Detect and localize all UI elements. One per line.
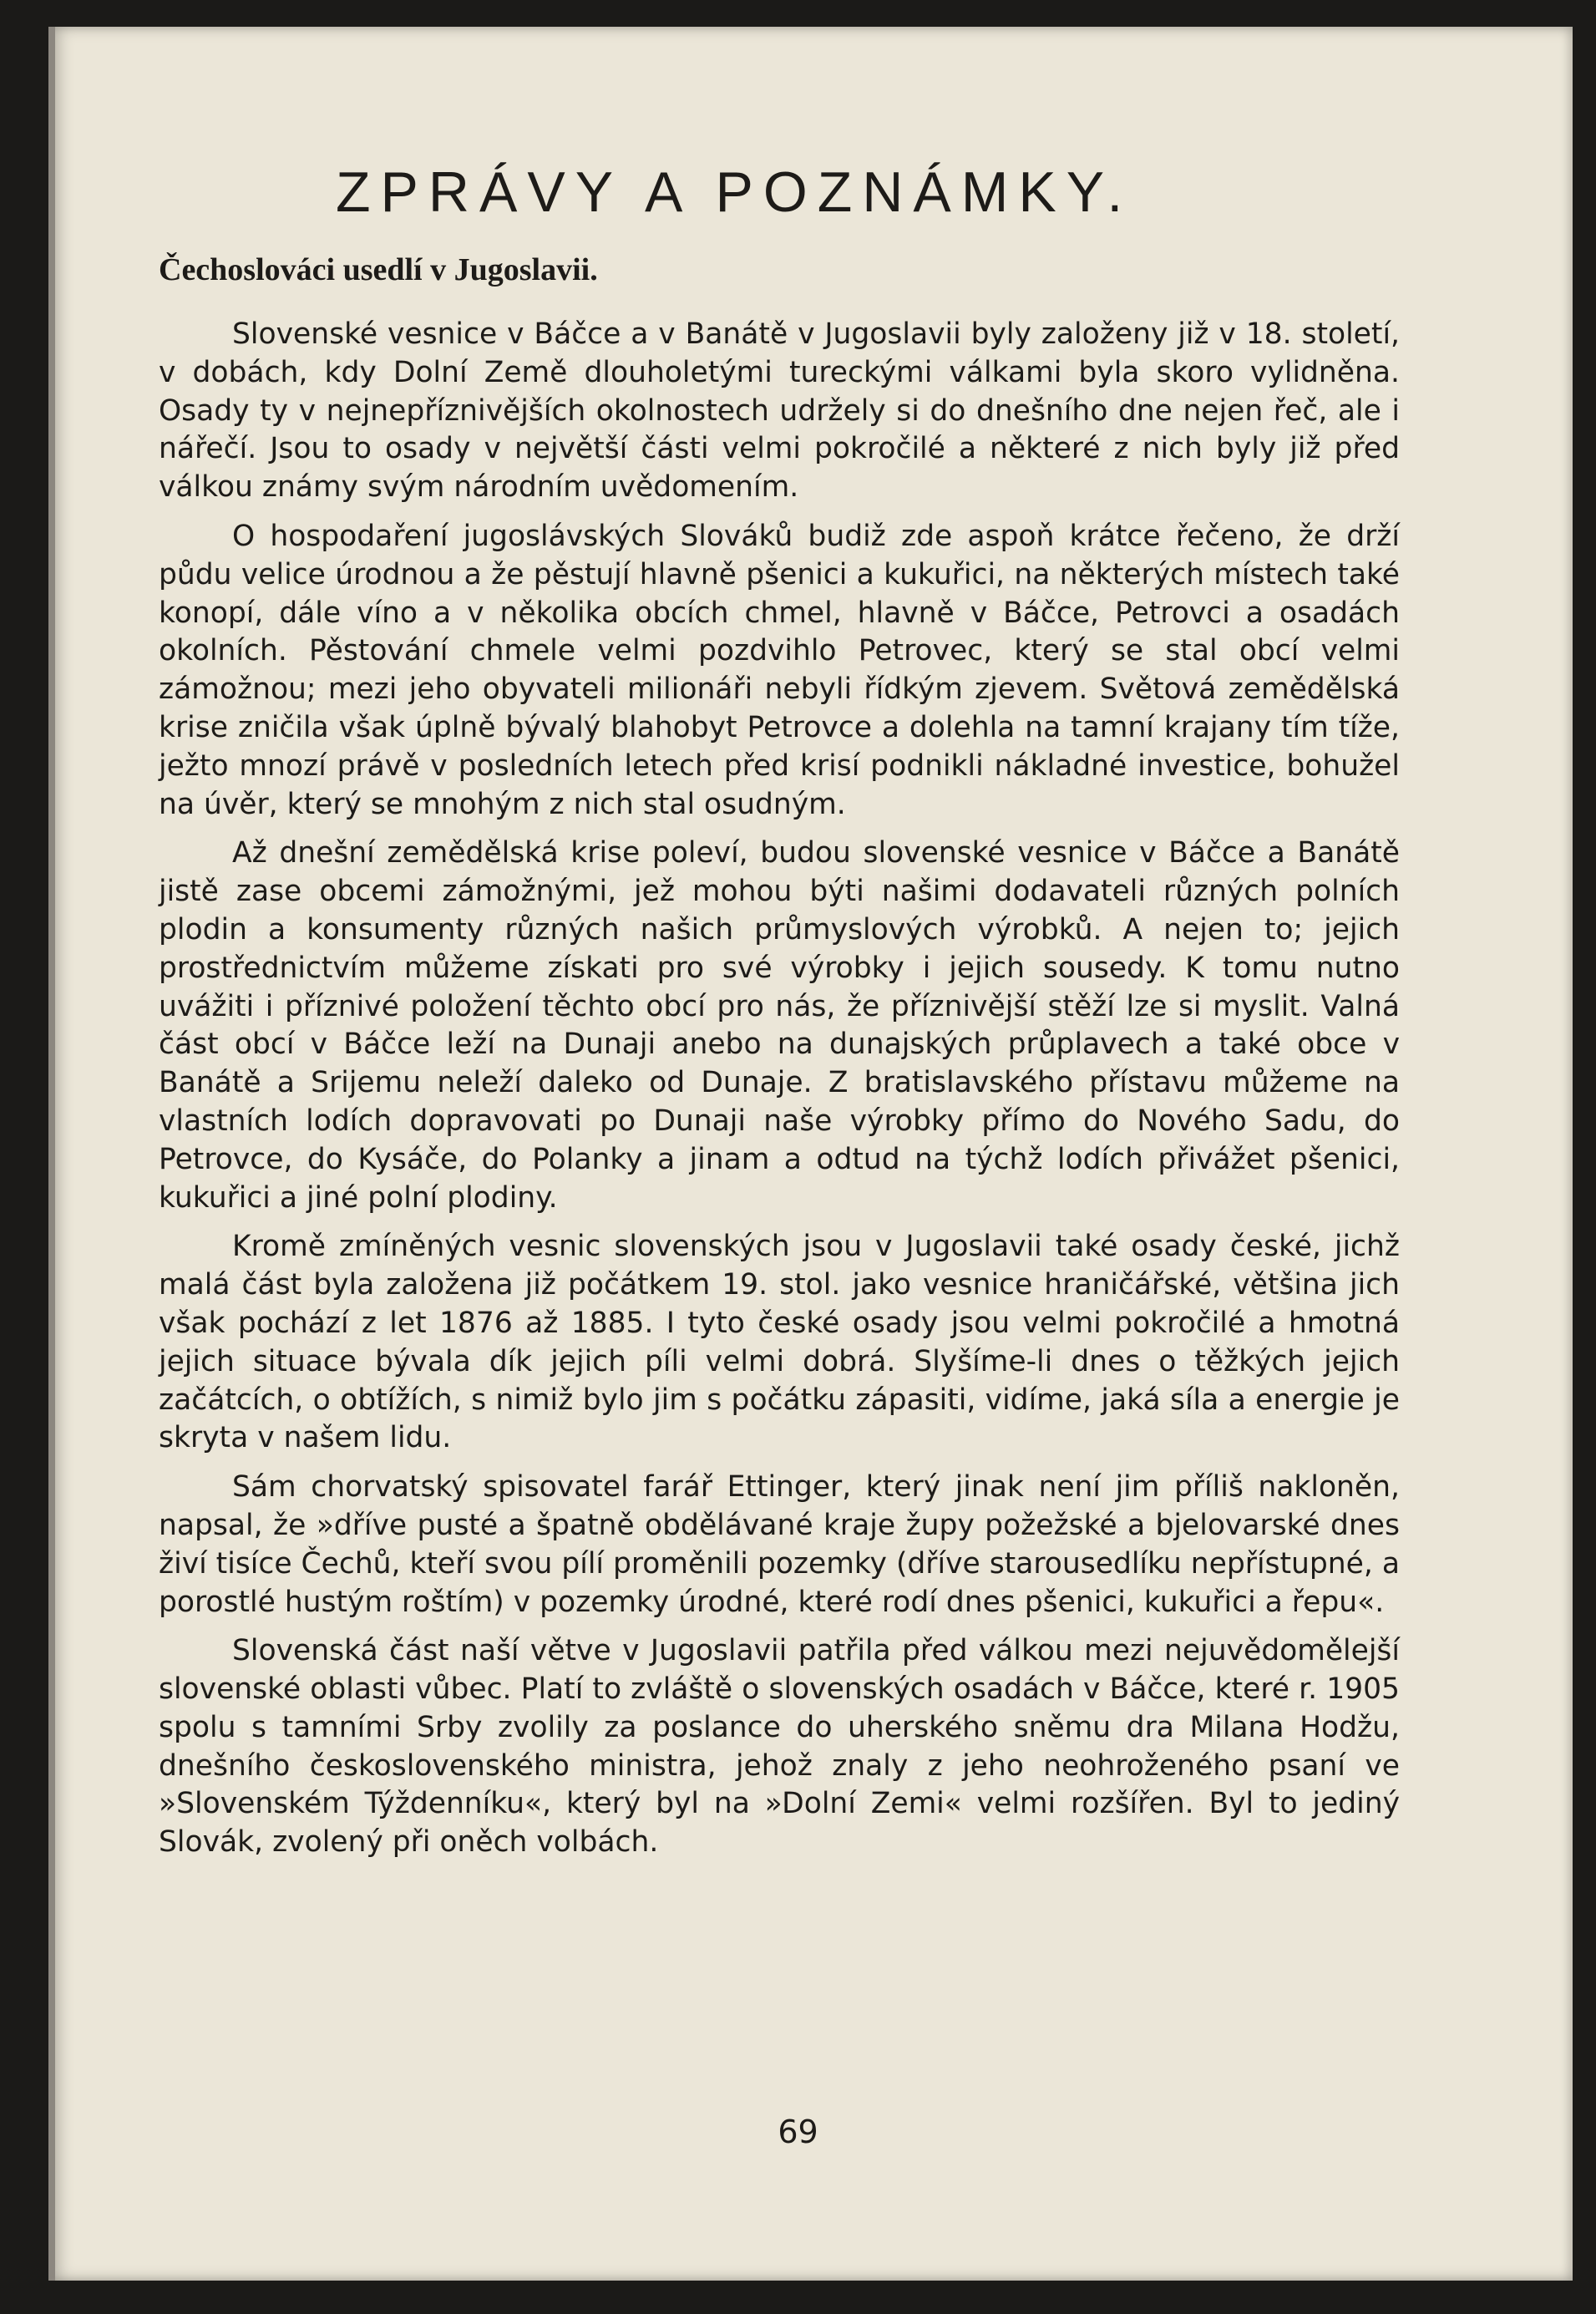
article-paragraph: Až dnešní zemědělská krise poleví, budou slovenské vesnice v Báčce a Banátě jistě zase obcemi zámožnými, jež mohou býti našimi dodavateli různých polních plodin a konsumenty různých našich průmyslových výrobků. A nejen to; jejich prostřednictvím můžeme získati pro své výrobky i jejich sousedy. K tomu nutno uvážiti i příznivé položení těchto obcí pro nás, že příznivější stěží lze si myslit. Valná část obcí v Báčce leží na Dunaji anebo na dunajských průplavech a také obce v Banátě a Srijemu neleží daleko od Dunaje. Z bratislavského přístavu můžeme na vlastních lodích dopravovati po Dunaji naše výrobky přímo do Nového Sadu, do Petrovce, do Kysáče, do Polanky a jinam a odtud na týchž lodích přivážet pšenici, kukuřici a jiné polní plodiny. [159, 836, 1400, 1215]
page-heading: ZPRÁVY A POZNÁMKY. [336, 160, 1133, 224]
article-title: Čechoslováci usedlí v Jugoslavii. [159, 252, 598, 287]
article-paragraph: O hospodaření jugoslávských Slováků budiž zde aspoň krátce řečeno, že drží půdu velice úrodnou a že pěstují hlavně pšenici a kukuřici, na některých místech také konopí, dále víno a v několika obcích chmel, hlavně v Báčce, Petrovci a osadách okolních. Pěstování chmele velmi pozdvihlo Petrovec, který se stal obcí velmi zámožnou; mezi jeho obyvateli milionáři nebyli řídkým zjevem. Světová zemědělská krise zničila však úplně bývalý blahobyt Petrovce a dolehla na tamní krajany tím tíže, ježto mnozí právě v posledních letech před krisí podnikli nákladné investice, bohužel na úvěr, který se mnohým z nich stal osudným. [159, 519, 1400, 821]
article-paragraph: Slovenské vesnice v Báčce a v Banátě v Jugoslavii byly založeny již v 18. století, v dobách, kdy Dolní Země dlouholetými tureckými válkami byla skoro vylidněna. Osady ty v nejnepříznivějších okolnostech udržely si do dnešního dne nejen řeč, ale i nářečí. Jsou to osady v největší části velmi pokročilé a některé z nich byly již před válkou známy svým národním uvědomením. [159, 317, 1400, 505]
article-paragraph: Sám chorvatský spisovatel farář Ettinger, který jinak není jim příliš nakloněn, napsal, že »dříve pusté a špatně obdělávané kraje župy požežské a bjelovarské dnes živí tisíce Čechů, kteří svou pílí proměnili pozemky (dříve starousedlíku nepřístupné, a porostlé hustým roštím) v pozemky úrodné, které rodí dnes pšenici, kukuřici a řepu«. [159, 1470, 1400, 1619]
article-paragraph: Kromě zmíněných vesnic slovenských jsou v Jugoslavii také osady české, jichž malá část byla založena již počátkem 19. stol. jako vesnice hraničářské, většina jich však pochází z let 1876 až 1885. I tyto české osady jsou velmi pokročilé a hmotná jejich situace bývala dík jejich píli velmi dobrá. Slyšíme-li dnes o těžkých jejich začátcích, o obtížích, s nimiž bylo jim s počátku zápasiti, vidíme, jaká síla a energie je skryta v našem lidu. [159, 1230, 1400, 1455]
article-paragraph: Slovenská část naší větve v Jugoslavii patřila před válkou mezi nejuvědomělejší slovenské oblasti vůbec. Platí to zvláště o slovenských osadách v Báčce, které r. 1905 spolu s tamními Srby zvolily za poslance do uherského sněmu dra Milana Hodžu, dnešního československého ministra, jehož znaly z jeho neohroženého psaní ve »Slovenském Týždenníku«, který byl na »Dolní Zemi« velmi rozšířen. Byl to jediný Slovák, zvolený při oněch volbách. [159, 1634, 1400, 1860]
page-number: 69 [778, 2114, 818, 2150]
page-content [159, 150, 1400, 1873]
article-body [159, 316, 1400, 1862]
page-edge [48, 27, 55, 2281]
